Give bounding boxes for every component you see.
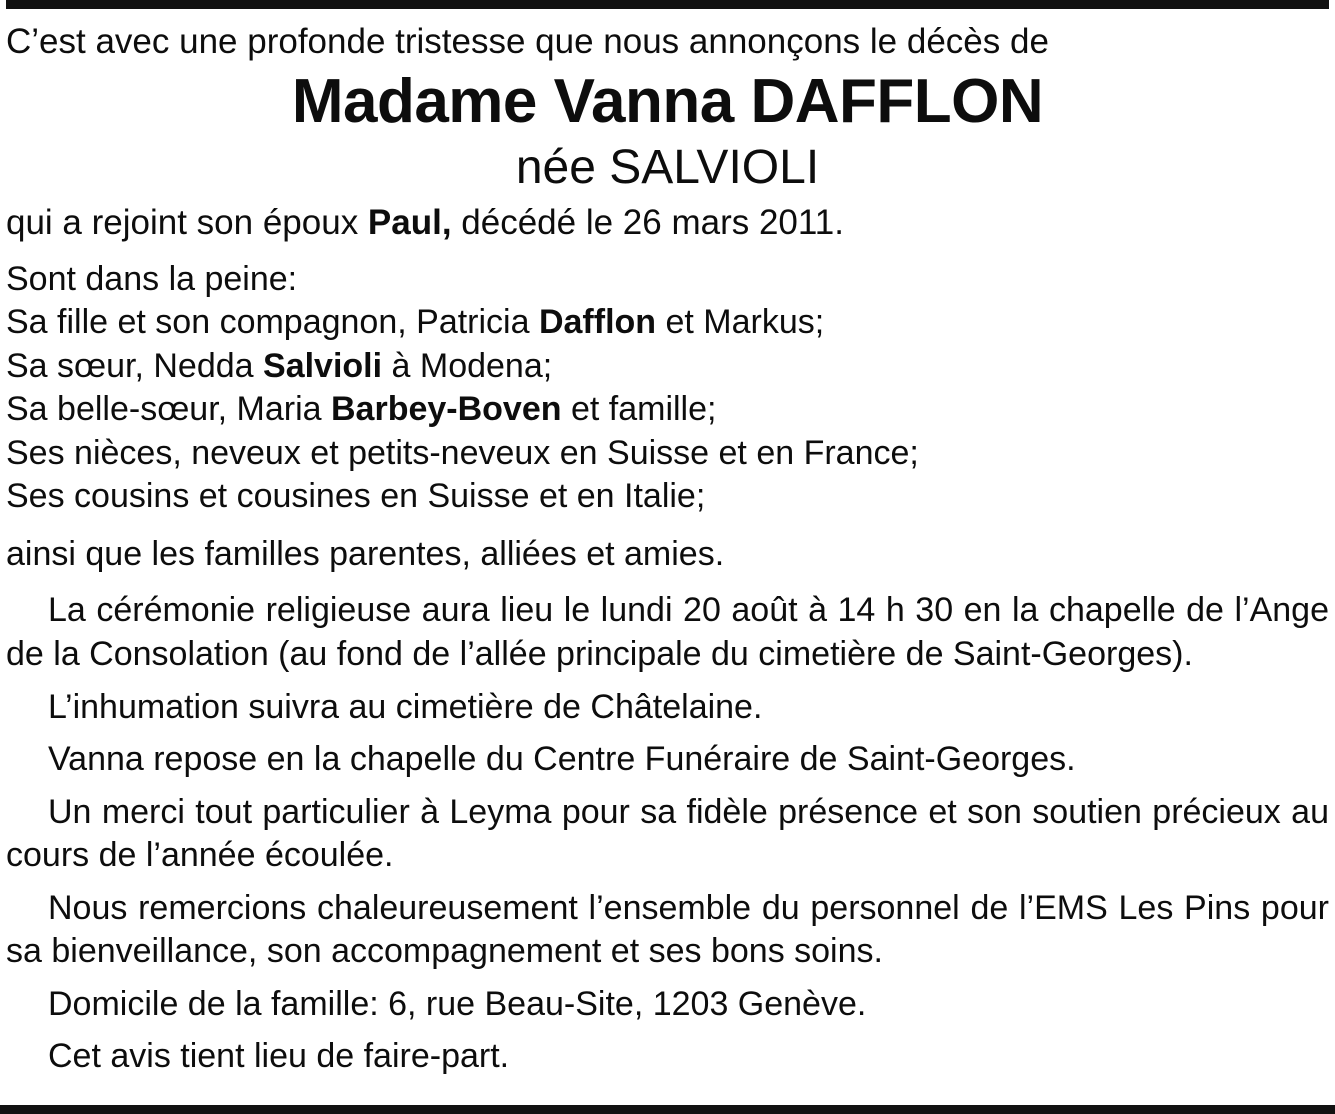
list-item — [6, 345, 1329, 389]
allied-families-line: ainsi que les familles parentes, alliées et amies. — [6, 534, 725, 573]
spouse-prefix: qui a rejoint son époux — [6, 202, 368, 242]
family-text-before: Ses cousins et cousines en Suisse et en Italie; — [6, 477, 706, 516]
family-text-after: et famille; — [561, 390, 717, 429]
family-text-after: à Modena; — [382, 346, 553, 385]
thanks-leyma-paragraph: Un merci tout particulier à Leyma pour sa fidèle présence et son soutien précieux au cours de l’année écoulée. — [6, 792, 1329, 875]
thanks-staff-paragraph: Nous remercions chaleureusement l’ensemble du personnel de l’EMS Les Pins pour sa bienveillance, son accompagnement et ses bons soins. — [6, 888, 1329, 971]
family-intro: Sont dans la peine: — [6, 259, 298, 298]
list-item — [6, 475, 1329, 519]
family-text-before: Sa fille et son compagnon, Patricia — [6, 303, 539, 342]
lead-text: C’est avec une profonde tristesse que nous annonçons le décès de — [6, 22, 1049, 61]
family-text-before: Sa belle-sœur, Maria — [6, 390, 331, 429]
maiden-name: née SALVIOLI — [515, 141, 820, 195]
spouse-line — [6, 202, 1329, 244]
list-item — [6, 301, 1329, 345]
list-item — [6, 432, 1329, 476]
spouse-name: Paul, — [367, 202, 452, 242]
family-text-before: Ses nièces, neveux et petits-neveux en Suisse et en France; — [6, 433, 919, 472]
family-list — [6, 258, 1329, 519]
list-item — [6, 388, 1329, 432]
family-surname: Salvioli — [263, 346, 383, 385]
family-text-before: Sa sœur, Nedda — [6, 346, 264, 385]
spouse-suffix: décédé le 26 mars 2011. — [451, 202, 844, 242]
ceremony-paragraph: La cérémonie religieuse aura lieu le lundi 20 août à 14 h 30 en la chapelle de l’Ange de la Consolation (au fond de l’allée principale du cimetière de Saint-Georges). — [6, 591, 1329, 673]
deceased-name: Madame Vanna DAFFLON — [291, 67, 1044, 137]
repose-paragraph: Vanna repose en la chapelle du Centre Funéraire de Saint-Georges. — [48, 740, 1076, 779]
family-surname: Barbey-Boven — [331, 390, 562, 429]
family-address-paragraph: Domicile de la famille: 6, rue Beau-Site, 1203 Genève. — [48, 984, 867, 1023]
bottom-rule — [0, 1105, 1335, 1114]
top-rule — [6, 0, 1329, 9]
burial-paragraph: L’inhumation suivra au cimetière de Châtelaine. — [48, 687, 763, 726]
faire-part-paragraph: Cet avis tient lieu de faire-part. — [48, 1037, 510, 1076]
family-surname: Dafflon — [538, 303, 657, 342]
family-text-after: et Markus; — [656, 303, 825, 342]
